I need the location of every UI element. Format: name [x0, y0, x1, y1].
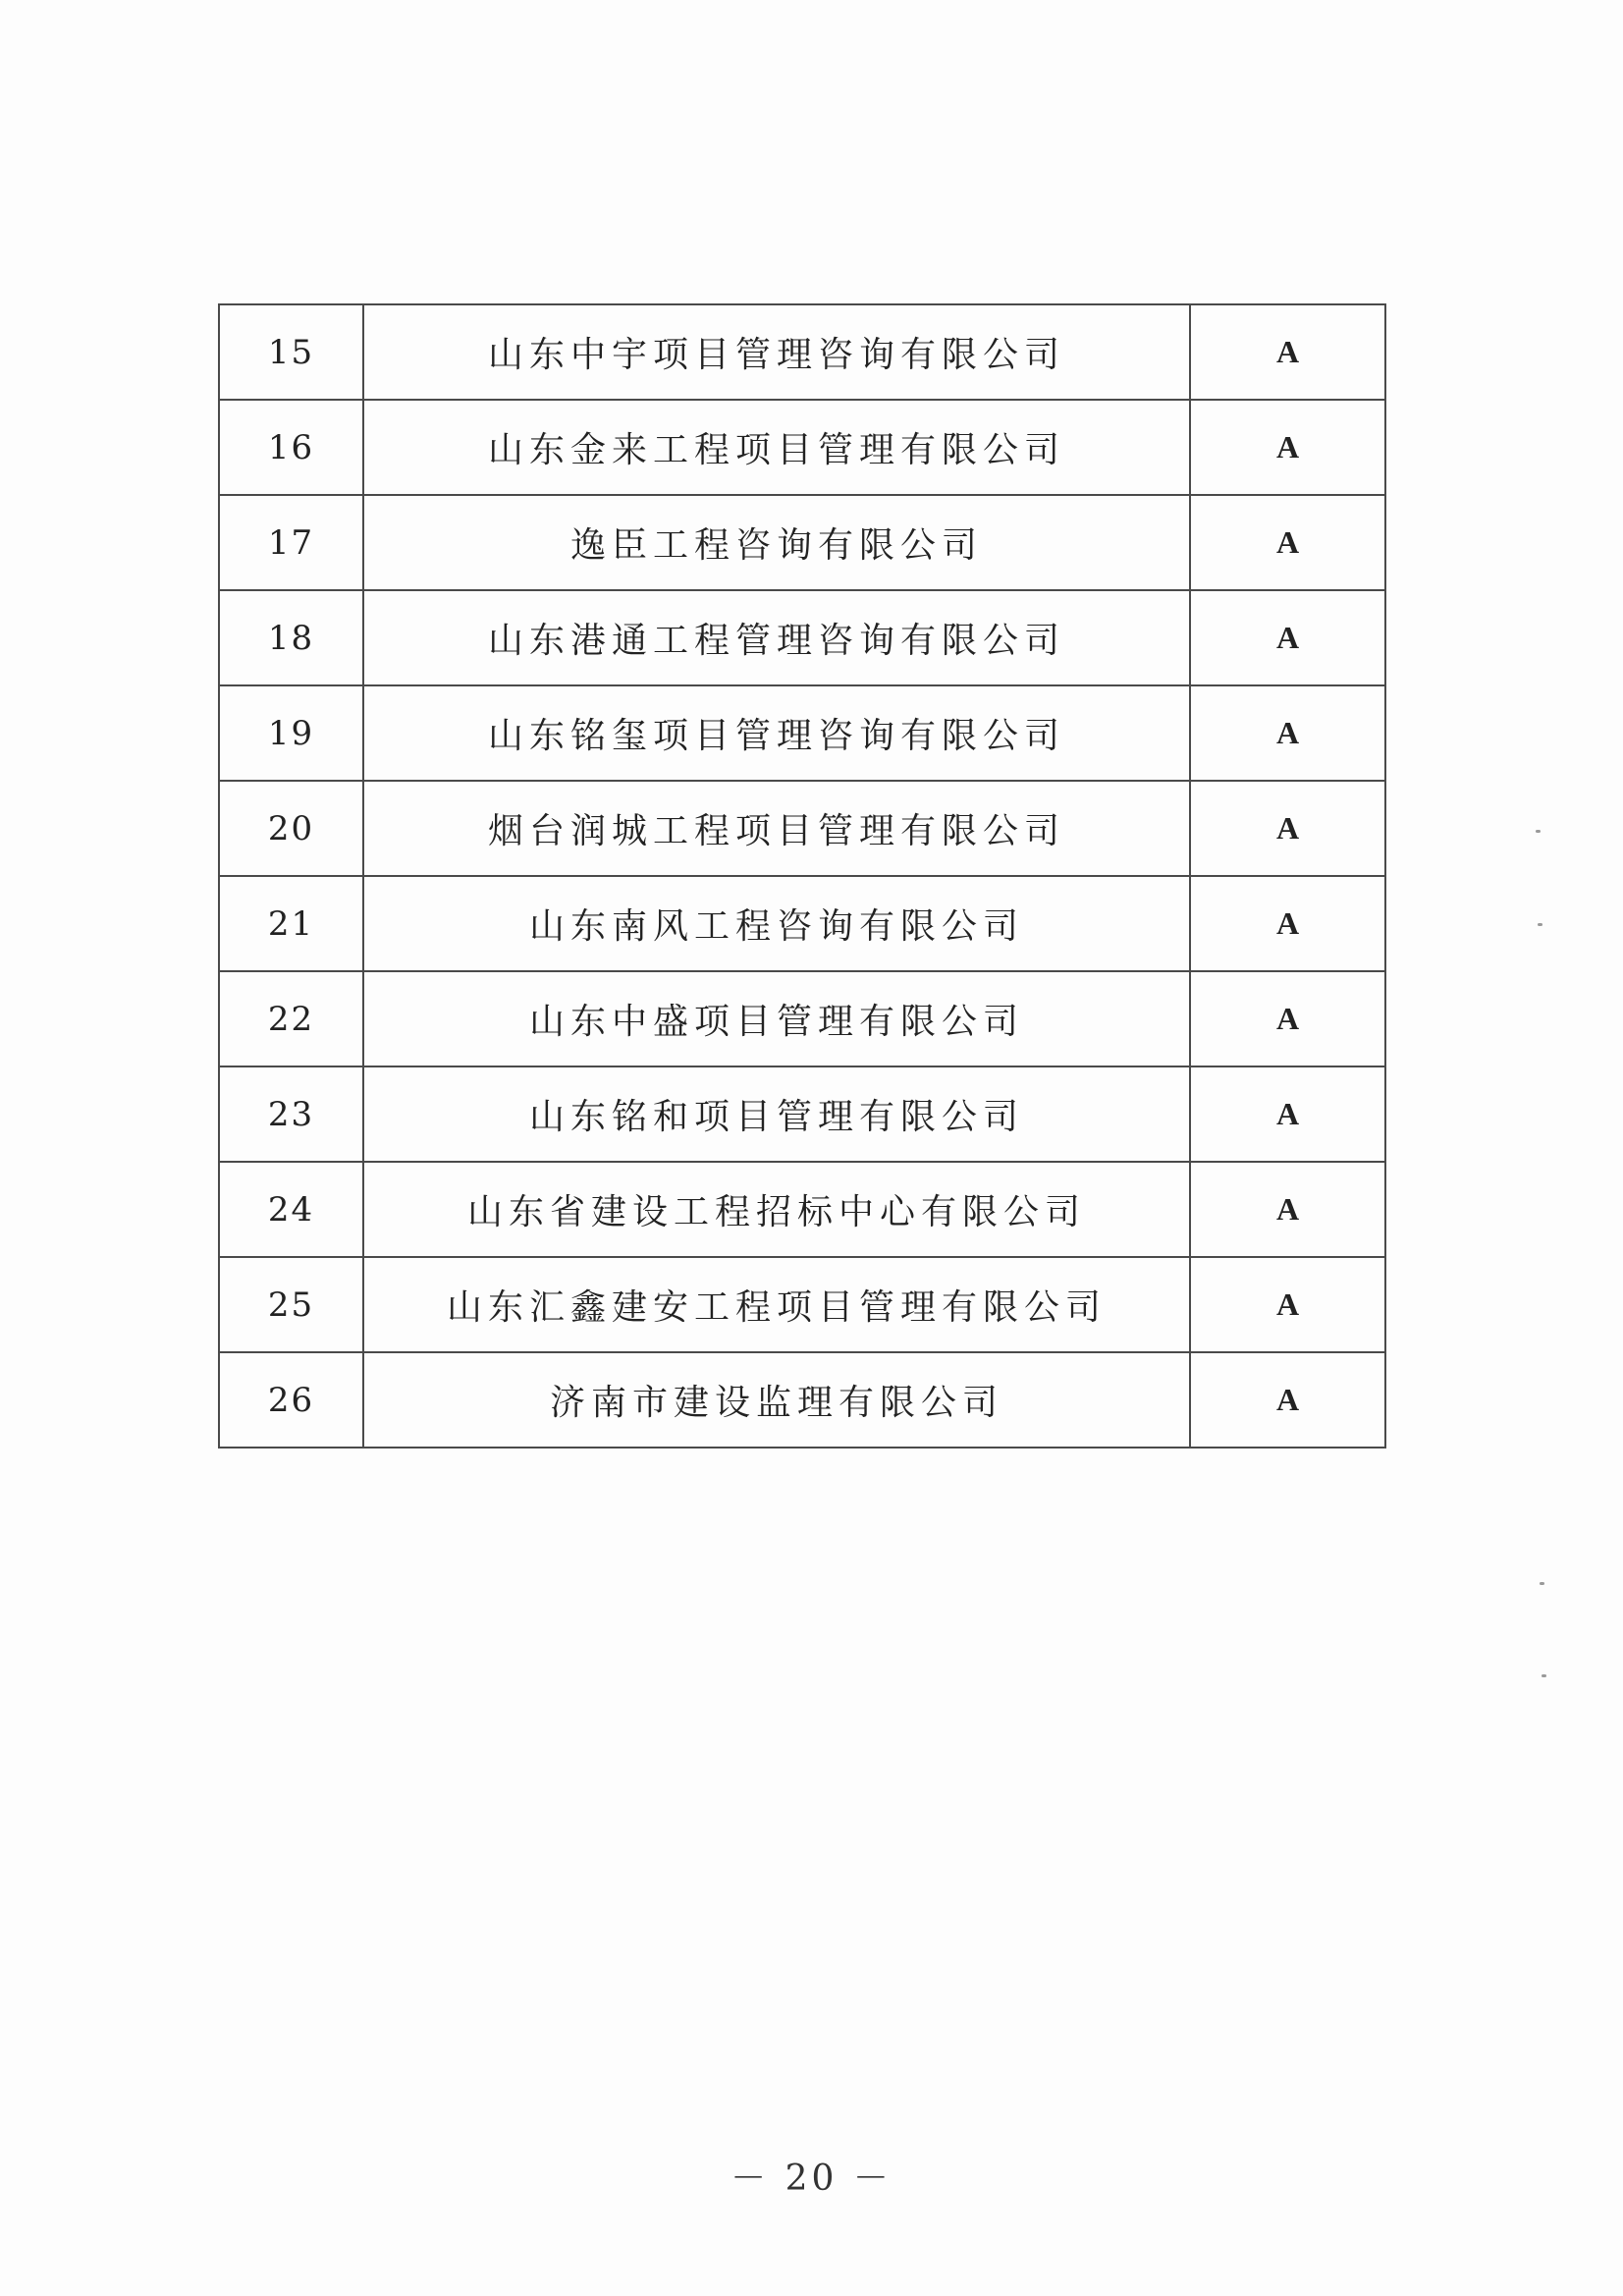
row-number: 23: [219, 1066, 363, 1162]
company-name: 山东铭玺项目管理咨询有限公司: [363, 685, 1190, 781]
company-name: 逸臣工程咨询有限公司: [363, 495, 1190, 590]
scan-speck: [1540, 1582, 1544, 1585]
scan-speck: [1536, 830, 1541, 833]
credit-grade: A: [1190, 1257, 1385, 1352]
company-name: 山东港通工程管理咨询有限公司: [363, 590, 1190, 685]
table-row: [219, 495, 1385, 590]
row-number: 17: [219, 495, 363, 590]
row-number: 25: [219, 1257, 363, 1352]
company-name: 山东汇鑫建安工程项目管理有限公司: [363, 1257, 1190, 1352]
credit-grade: A: [1190, 1066, 1385, 1162]
company-name: 山东南风工程咨询有限公司: [363, 876, 1190, 971]
row-number: 26: [219, 1352, 363, 1448]
table-row: [219, 876, 1385, 971]
credit-grade: A: [1190, 781, 1385, 876]
company-name: 山东中盛项目管理有限公司: [363, 971, 1190, 1066]
company-rating-table: [218, 303, 1386, 1449]
credit-grade: A: [1190, 590, 1385, 685]
row-number: 21: [219, 876, 363, 971]
row-number: 24: [219, 1162, 363, 1257]
credit-grade: A: [1190, 304, 1385, 400]
company-name: 济南市建设监理有限公司: [363, 1352, 1190, 1448]
table-row: [219, 1066, 1385, 1162]
row-number: 18: [219, 590, 363, 685]
scan-speck: [1538, 923, 1542, 926]
row-number: 22: [219, 971, 363, 1066]
row-number: 19: [219, 685, 363, 781]
table-row: [219, 971, 1385, 1066]
credit-grade: A: [1190, 876, 1385, 971]
table-row: [219, 685, 1385, 781]
company-name: 山东铭和项目管理有限公司: [363, 1066, 1190, 1162]
credit-grade: A: [1190, 685, 1385, 781]
page-number: － 20 －: [730, 2159, 893, 2199]
table-row: [219, 781, 1385, 876]
credit-grade: A: [1190, 1352, 1385, 1448]
company-name: 烟台润城工程项目管理有限公司: [363, 781, 1190, 876]
scan-speck: [1542, 1674, 1546, 1677]
credit-grade: A: [1190, 971, 1385, 1066]
table-row: [219, 400, 1385, 495]
row-number: 20: [219, 781, 363, 876]
company-name: 山东省建设工程招标中心有限公司: [363, 1162, 1190, 1257]
company-name: 山东中宇项目管理咨询有限公司: [363, 304, 1190, 400]
table-row: [219, 1162, 1385, 1257]
company-name: 山东金来工程项目管理有限公司: [363, 400, 1190, 495]
table-row: [219, 1352, 1385, 1448]
table-row: [219, 304, 1385, 400]
credit-grade: A: [1190, 495, 1385, 590]
table-row: [219, 1257, 1385, 1352]
credit-grade: A: [1190, 400, 1385, 495]
row-number: 15: [219, 304, 363, 400]
row-number: 16: [219, 400, 363, 495]
table-row: [219, 590, 1385, 685]
credit-grade: A: [1190, 1162, 1385, 1257]
